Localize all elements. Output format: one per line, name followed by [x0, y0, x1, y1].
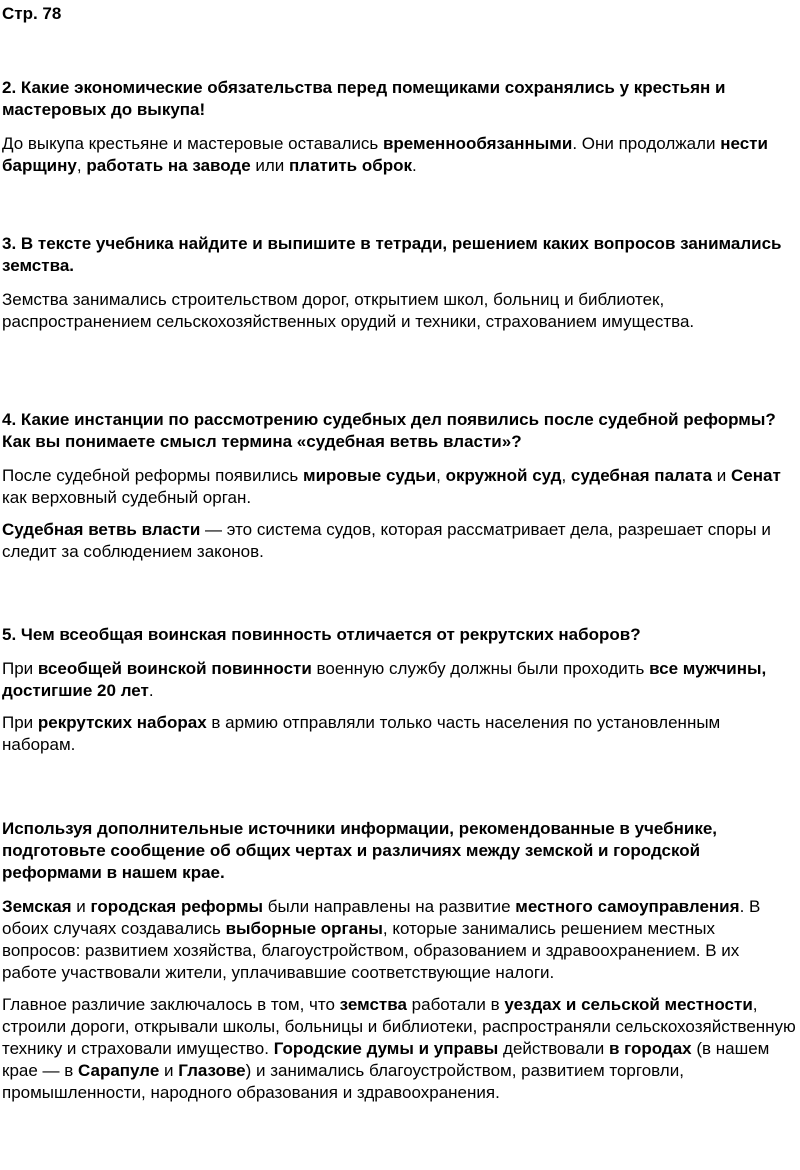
- text-run: и: [71, 897, 91, 916]
- answer-paragraph: [2, 658, 798, 702]
- bold-term: все мужчины, достигшие 20 лет: [2, 659, 767, 700]
- text-run: военную службу должны были проходить: [311, 659, 650, 678]
- section-question-4: [2, 409, 798, 563]
- text-run: действовали: [498, 1039, 609, 1058]
- text-run: , которые занимались решением местных вопросов: развитием хозяйства, благоустройством, образованием и здравоохранением. В их работе участвовали жители, уплачивавшие соответствующие налоги.: [2, 919, 740, 982]
- text-run: Земства занимались строительством дорог, открытием школ, больниц и библиотек, распространением сельскохозяйственных орудий и техники, страхованием имущества.: [2, 290, 695, 331]
- answer-paragraph: [2, 289, 798, 333]
- bold-term: выборные органы: [225, 919, 383, 938]
- text-run: , строили дороги, открывали школы, больницы и библиотеки, распространяли сельскохозяйственную технику и страховали имущество.: [2, 995, 796, 1058]
- bold-term: мировые судьи: [303, 466, 437, 485]
- answer-paragraph: [2, 896, 798, 984]
- question-heading: Используя дополнительные источники информации, рекомендованные в учебнике, подготовьте сообщение об общих чертах и различиях между земской и городской реформами в нашем крае.: [2, 819, 718, 882]
- bold-term: городская реформы: [90, 897, 264, 916]
- text-run: ,: [76, 156, 87, 175]
- bold-term: в городах: [608, 1039, 692, 1058]
- answer-paragraph: [2, 133, 798, 177]
- text-run: ) и занимались благоустройством, развитием торговли, промышленности, народного образования и здравоохранения.: [2, 1061, 684, 1102]
- text-run: Главное различие заключалось в том, что: [2, 995, 340, 1014]
- section-question-5: [2, 624, 798, 756]
- text-run: и: [159, 1061, 179, 1080]
- bold-term: нести барщину: [2, 134, 768, 175]
- bold-term: всеобщей воинской повинности: [37, 659, 312, 678]
- question-heading: 4. Какие инстанции по рассмотрению судебных дел появились после судебной реформы? Как вы понимаете смысл термина «судебная ветвь власти»?: [2, 410, 776, 451]
- text-run: . В обоих случаях создавались: [2, 897, 761, 938]
- bold-term: уездах и сельской местности: [504, 995, 753, 1014]
- bold-term: судебная палата: [570, 466, 713, 485]
- text-run: или: [250, 156, 290, 175]
- answer-paragraph: [2, 519, 798, 563]
- text-run: .: [411, 156, 417, 175]
- section-question-2: [2, 77, 798, 177]
- text-run: в армию отправляли только часть населения по установленным наборам.: [2, 713, 721, 754]
- bold-term: Городские думы и управы: [273, 1039, 499, 1058]
- bold-term: Сарапуле: [78, 1061, 160, 1080]
- bold-term: земства: [339, 995, 407, 1014]
- text-run: До выкупа крестьяне и мастеровые оставались: [2, 134, 383, 153]
- text-run: При: [2, 713, 38, 732]
- text-run: (в нашем крае — в: [2, 1039, 770, 1080]
- bold-term: работать на заводе: [86, 156, 251, 175]
- answer-paragraph: [2, 465, 798, 509]
- bold-term: платить оброк: [289, 156, 412, 175]
- text-run: ,: [436, 466, 446, 485]
- bold-term: Глазове: [178, 1061, 246, 1080]
- text-run: . Они продолжали: [572, 134, 721, 153]
- bold-term: Сенат: [731, 466, 781, 485]
- bold-term: Судебная ветвь власти: [2, 520, 201, 539]
- bold-term: Земская: [2, 897, 72, 916]
- question-heading: 2. Какие экономические обязательства перед помещиками сохранялись у крестьян и мастеровых до выкупа!: [2, 78, 726, 119]
- text-run: работали в: [406, 995, 505, 1014]
- question-heading: 3. В тексте учебника найдите и выпишите в тетради, решением каких вопросов занимались земства.: [2, 234, 782, 275]
- bold-term: временнообязанными: [382, 134, 573, 153]
- page-number: Стр. 78: [2, 4, 62, 23]
- bold-term: окружной суд: [445, 466, 562, 485]
- section-question-3: [2, 233, 798, 333]
- text-run: При: [2, 659, 38, 678]
- section-task-report: [2, 818, 798, 1104]
- answer-paragraph: [2, 994, 798, 1104]
- bold-term: местного самоуправления: [515, 897, 740, 916]
- text-run: и: [712, 466, 732, 485]
- bold-term: рекрутских наборах: [37, 713, 207, 732]
- answer-paragraph: [2, 712, 798, 756]
- text-run: .: [148, 681, 154, 700]
- text-run: — это система судов, которая рассматривает дела, разрешает споры и следит за соблюдением законов.: [2, 520, 771, 561]
- question-heading: 5. Чем всеобщая воинская повинность отличается от рекрутских наборов?: [2, 625, 641, 644]
- text-run: После судебной реформы появились: [2, 466, 304, 485]
- text-run: как верховный судебный орган.: [2, 488, 252, 507]
- text-run: были направлены на развитие: [263, 897, 516, 916]
- text-run: ,: [561, 466, 571, 485]
